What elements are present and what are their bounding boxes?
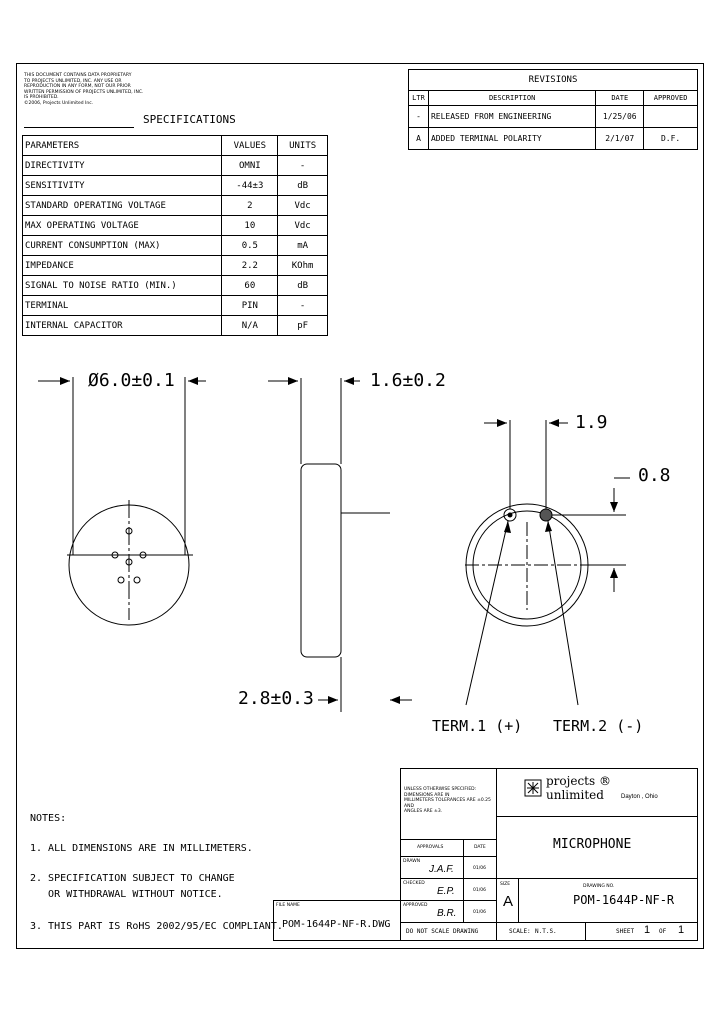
notice-line: REPRODUCTION IN ANY FORM, NOT OUR PRIOR bbox=[24, 84, 131, 90]
spec-unit: - bbox=[278, 156, 328, 176]
spec-header: UNITS bbox=[278, 136, 328, 156]
spec-unit: dB bbox=[278, 176, 328, 196]
approvals-label: APPROVALS bbox=[417, 845, 444, 850]
spec-unit: - bbox=[278, 296, 328, 316]
spec-header: PARAMETERS bbox=[23, 136, 222, 156]
sheet-total: 1 bbox=[678, 924, 685, 936]
spec-unit: mA bbox=[278, 236, 328, 256]
tolerance-line: MILLIMETERS TOLERANCES ARE ±0.25 AND bbox=[404, 798, 491, 809]
approvals-label-cell bbox=[400, 839, 464, 857]
note-item: 2. SPECIFICATION SUBJECT TO CHANGE bbox=[30, 873, 235, 884]
drawn-cell bbox=[400, 856, 464, 879]
thickness-label: 1.6±0.2 bbox=[370, 370, 446, 391]
scale-value: N.T.S. bbox=[535, 928, 557, 935]
company-name-line-2: unlimited bbox=[546, 788, 604, 802]
spec-unit: dB bbox=[278, 276, 328, 296]
spec-header: VALUES bbox=[222, 136, 278, 156]
spec-param: INTERNAL CAPACITOR bbox=[23, 316, 222, 336]
rev-ltr: A bbox=[409, 128, 429, 150]
scale-label: SCALE: bbox=[509, 928, 531, 935]
rev-ltr: - bbox=[409, 106, 429, 128]
rev-header: LTR bbox=[409, 91, 429, 106]
spec-value: 0.5 bbox=[222, 236, 278, 256]
pin-height-label: 2.8±0.3 bbox=[238, 688, 314, 709]
file-name-label: FILE NAME bbox=[276, 903, 300, 908]
scale-cell bbox=[496, 922, 586, 941]
rev-description: RELEASED FROM ENGINEERING bbox=[428, 106, 595, 128]
company-location: Dayton , Ohio bbox=[621, 794, 658, 800]
pin-offset-label: 0.8 bbox=[638, 465, 671, 486]
date-label-cell bbox=[463, 839, 497, 857]
drawn-date-cell bbox=[463, 856, 497, 879]
arrowhead bbox=[549, 419, 559, 427]
drawn-label: DRAWN bbox=[403, 859, 421, 864]
arrowhead bbox=[344, 377, 354, 385]
no-scale-cell bbox=[400, 922, 497, 941]
company-name-line-1: projects ® bbox=[546, 774, 611, 788]
arrowhead bbox=[610, 568, 618, 578]
notice-line: IS PROHIBITED. bbox=[24, 95, 59, 101]
front-hole-bottom-right bbox=[134, 577, 140, 583]
tolerance-cell bbox=[400, 768, 497, 840]
side-view-body bbox=[301, 464, 341, 657]
spec-unit: KOhm bbox=[278, 256, 328, 276]
diameter-label: Ø6.0±0.1 bbox=[88, 370, 175, 391]
tolerance-line: UNLESS OTHERWISE SPECIFIED: bbox=[404, 787, 477, 792]
size-cell bbox=[496, 878, 519, 923]
checked-label: CHECKED bbox=[403, 881, 425, 886]
arrowhead bbox=[497, 419, 507, 427]
arrowhead bbox=[328, 696, 338, 704]
spec-value: 60 bbox=[222, 276, 278, 296]
drawing-no-label: DRAWING NO. bbox=[583, 884, 615, 889]
spec-param: STANDARD OPERATING VOLTAGE bbox=[23, 196, 222, 216]
approved-cell bbox=[400, 900, 464, 923]
approved-label: APPROVED bbox=[403, 903, 428, 908]
tolerance-note bbox=[404, 787, 496, 815]
drawn-date: 01/06 bbox=[473, 866, 486, 871]
drawing-no: POM-1644P-NF-R bbox=[573, 893, 675, 907]
tolerance-line: ANGLES ARE ±3. bbox=[404, 809, 443, 815]
of-label: OF bbox=[659, 928, 667, 935]
arrowhead bbox=[60, 377, 70, 385]
spec-value: 2 bbox=[222, 196, 278, 216]
tolerance-line: DIMENSIONS ARE IN bbox=[404, 792, 450, 798]
arrowhead bbox=[288, 377, 298, 385]
spec-param: TERMINAL bbox=[23, 296, 222, 316]
rev-date: 2/1/07 bbox=[596, 128, 644, 150]
checked-date: 01/06 bbox=[473, 888, 486, 893]
spec-value: OMNI bbox=[222, 156, 278, 176]
specifications-title: SPECIFICATIONS bbox=[143, 113, 236, 126]
spec-param: SENSITIVITY bbox=[23, 176, 222, 196]
spec-unit: Vdc bbox=[278, 216, 328, 236]
spec-value: -44±3 bbox=[222, 176, 278, 196]
size-value: A bbox=[503, 893, 514, 910]
arrowhead bbox=[504, 521, 511, 533]
spec-value: 10 bbox=[222, 216, 278, 236]
note-item: 3. THIS PART IS RoHS 2002/95/EC COMPLIANT. bbox=[30, 921, 283, 932]
rev-approved: D.F. bbox=[644, 128, 698, 150]
notice-line: THIS DOCUMENT CONTAINS DATA PROPRIETARY bbox=[24, 73, 132, 78]
sheet-cell bbox=[585, 922, 698, 941]
term1-label: TERM.1 (+) bbox=[432, 717, 523, 735]
notice-line: WRITTEN PERMISSION OF PROJECTS UNLIMITED, INC. bbox=[24, 89, 144, 95]
file-name-cell bbox=[273, 900, 401, 941]
approved-date: 01/06 bbox=[473, 910, 486, 915]
spec-param: CURRENT CONSUMPTION (MAX) bbox=[23, 236, 222, 256]
spec-value: N/A bbox=[222, 316, 278, 336]
spec-value: 2.2 bbox=[222, 256, 278, 276]
terminal-1-center bbox=[508, 513, 512, 517]
rev-header: APPROVED bbox=[644, 91, 698, 106]
file-name: POM-1644P-NF-R.DWG bbox=[282, 919, 391, 930]
arrowhead bbox=[610, 502, 618, 512]
approved-by: B.R. bbox=[437, 908, 457, 919]
spec-param: IMPEDANCE bbox=[23, 256, 222, 276]
arrowhead bbox=[390, 696, 400, 704]
no-scale-note: DO NOT SCALE DRAWING bbox=[406, 928, 479, 935]
drawn-by: J.A.F. bbox=[429, 864, 454, 875]
revisions-title: REVISIONS bbox=[409, 70, 698, 91]
rev-header: DATE bbox=[596, 91, 644, 106]
spec-value: PIN bbox=[222, 296, 278, 316]
title-cell bbox=[496, 816, 698, 879]
spec-unit: Vdc bbox=[278, 196, 328, 216]
term2-label: TERM.2 (-) bbox=[553, 717, 644, 735]
notes-title: NOTES: bbox=[30, 813, 67, 824]
part-title: MICROPHONE bbox=[553, 837, 632, 852]
spec-param: SIGNAL TO NOISE RATIO (MIN.) bbox=[23, 276, 222, 296]
date-label: DATE bbox=[474, 845, 486, 850]
terminal-2-pin bbox=[540, 509, 552, 521]
sheet-label: SHEET bbox=[616, 928, 635, 935]
company-cell bbox=[496, 768, 698, 817]
spec-param: DIRECTIVITY bbox=[23, 156, 222, 176]
notice-line: TO PROJECTS UNLIMITED, INC. ANY USE OR bbox=[24, 78, 122, 84]
notice-line: ©2006, Projects Unlimited Inc. bbox=[24, 100, 94, 106]
note-item: OR WITHDRAWAL WITHOUT NOTICE. bbox=[30, 889, 223, 900]
checked-date-cell bbox=[463, 878, 497, 901]
rev-description: ADDED TERMINAL POLARITY bbox=[428, 128, 595, 150]
sheet-number: 1 bbox=[644, 924, 651, 936]
arrowhead bbox=[545, 521, 552, 532]
arrowhead bbox=[188, 377, 198, 385]
pin-spacing-label: 1.9 bbox=[575, 412, 608, 433]
company-logo bbox=[524, 779, 542, 797]
drawing-no-cell bbox=[518, 878, 698, 923]
approved-date-cell bbox=[463, 900, 497, 923]
rev-header: DESCRIPTION bbox=[428, 91, 595, 106]
rev-date: 1/25/06 bbox=[596, 106, 644, 128]
checked-cell bbox=[400, 878, 464, 901]
front-hole-bottom-left bbox=[118, 577, 124, 583]
note-item: 1. ALL DIMENSIONS ARE IN MILLIMETERS. bbox=[30, 843, 253, 854]
size-label: SIZE bbox=[500, 882, 511, 887]
checked-by: E.P. bbox=[437, 886, 455, 897]
spec-unit: pF bbox=[278, 316, 328, 336]
spec-param: MAX OPERATING VOLTAGE bbox=[23, 216, 222, 236]
